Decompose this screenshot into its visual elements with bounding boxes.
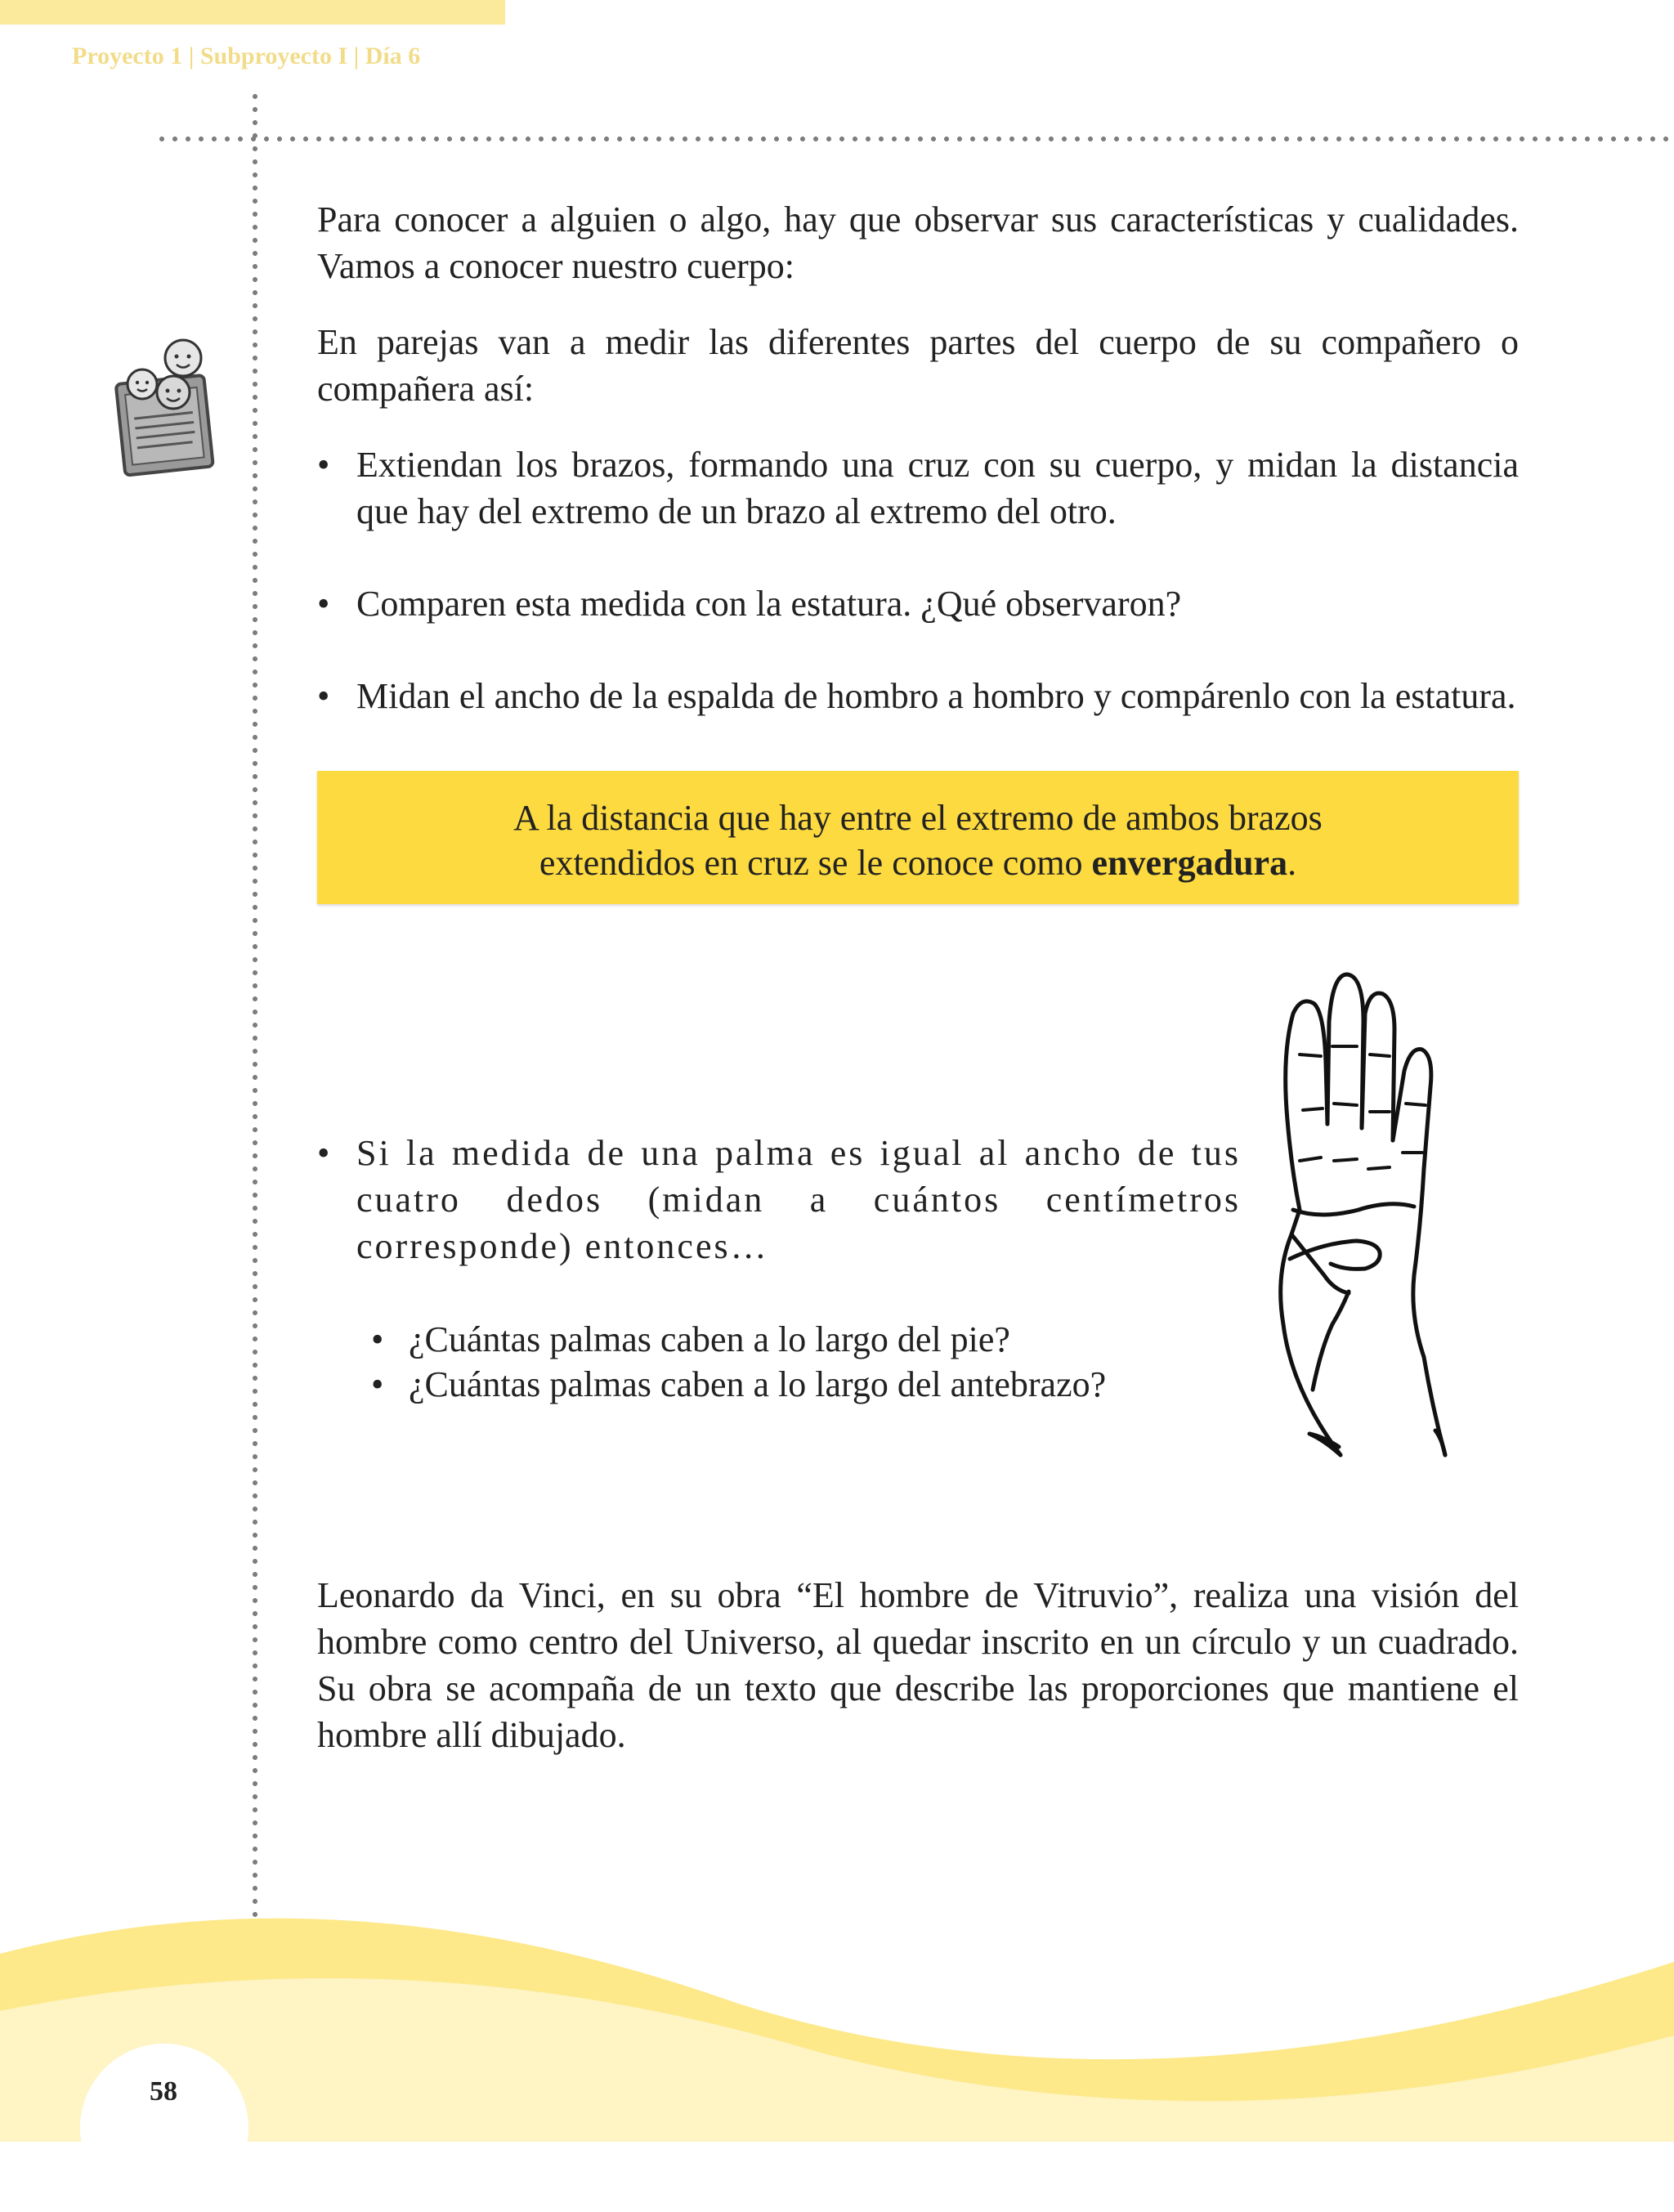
bullet-shoulder-width: Midan el ancho de la espalda de hombro a hombro y compárenlo con la estatura. [356,676,1516,716]
raised-hand-illustration [1242,965,1488,1488]
bullet-marker: • [317,676,330,716]
page-number: 58 [150,2076,177,2107]
palm-measure-bullet: Si la medida de una palma es igual al ancho de tus cuatro dedos (midan a cuántos centímetros corresponde) entonces… [356,1133,1241,1266]
definition-line-1: A la distancia que hay entre el extremo de ambos brazos [513,798,1323,838]
dotted-divider-vertical [252,90,258,2035]
definition-box [317,771,1519,904]
decorative-wave-footer [0,1864,1674,2142]
bullet-marker: • [317,584,330,624]
sub-bullet-marker: • [371,1319,384,1359]
bullet-marker: • [317,445,330,485]
definition-text [317,795,1519,885]
vitruvian-paragraph: Leonardo da Vinci, en su obra “El hombre de Vitruvio”, realiza una visión del hombre como centro del Universo, al quedar inscrito en un círculo y un cuadrado. Su obra se acompaña de un texto que describe las proporciones que mantiene el hombre allí dibujado. [317,1575,1519,1755]
sub-bullet-foot: ¿Cuántas palmas caben a lo largo del pie? [409,1319,1010,1359]
pairs-paragraph: En parejas van a medir las diferentes partes del cuerpo de su compañero o compañera así: [317,322,1519,409]
intro-paragraph: Para conocer a alguien o algo, hay que observar sus características y cualidades. Vamos a conocer nuestro cuerpo: [317,199,1519,286]
definition-term: envergadura [1091,843,1288,883]
children-worksheet-icon [111,334,221,477]
bullet-arm-span: Extiendan los brazos, formando una cruz con su cuerpo, y midan la distancia que hay del extremo de un brazo al extremo del otro. [356,445,1519,531]
definition-line-2: extendidos en cruz se le conoce como [539,843,1092,883]
breadcrumb: Proyecto 1 | Subproyecto I | Día 6 [72,43,421,69]
definition-line-2-end: . [1287,843,1297,883]
page-number-badge [80,2044,248,2212]
bullet-marker: • [317,1133,330,1173]
bullet-compare-height: Comparen esta medida con la estatura. ¿Qué observaron? [356,584,1182,624]
sub-bullet-marker: • [371,1364,384,1404]
top-accent-bar [0,0,505,25]
sub-bullet-forearm: ¿Cuántas palmas caben a lo largo del antebrazo? [409,1364,1107,1404]
dotted-divider-horizontal [155,136,1674,142]
